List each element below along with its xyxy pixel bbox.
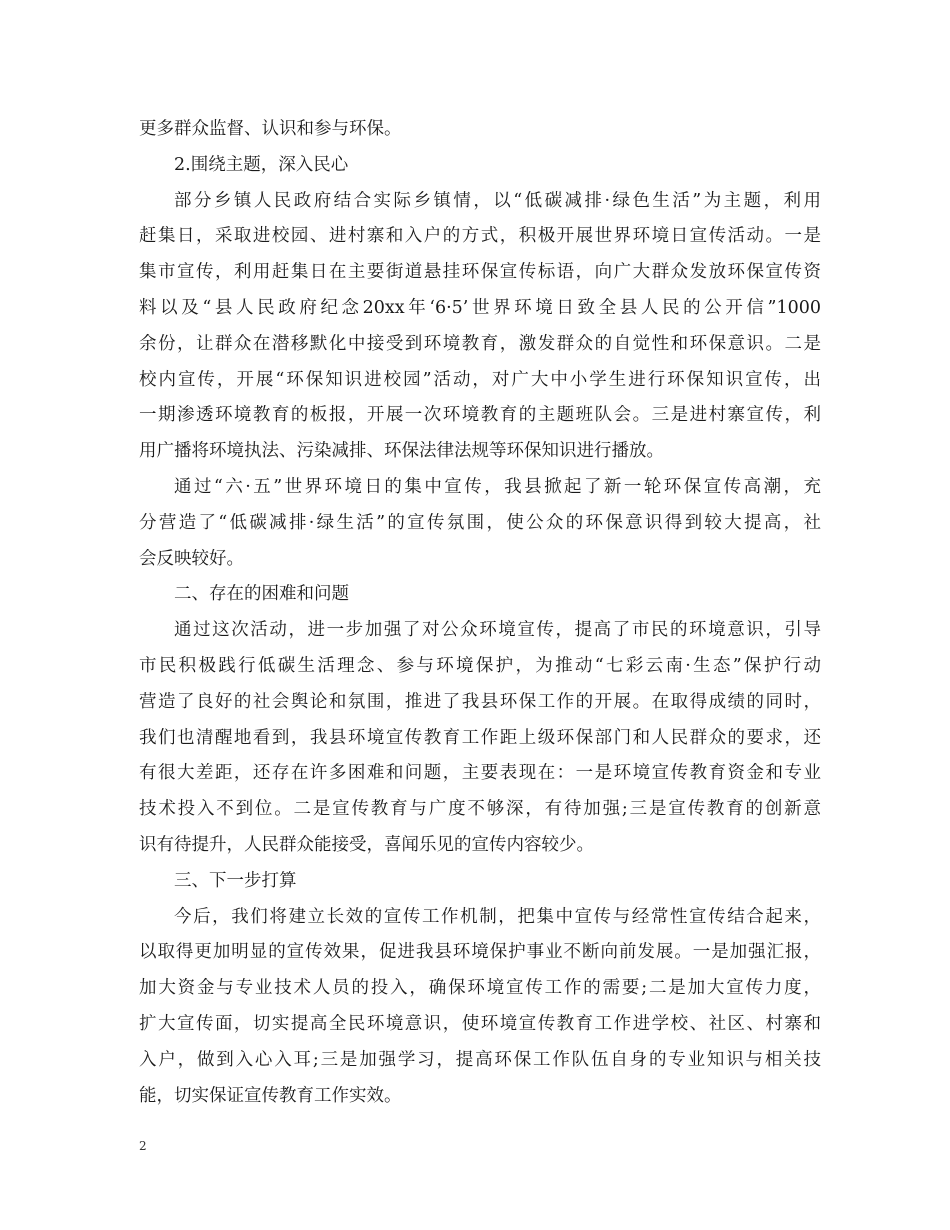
text-line: 营造了良好的社会舆论和氛围，推进了我县环保工作的开展。在取得成绩的同时，: [139, 691, 821, 712]
text-line: 市民积极践行低碳生活理念、参与环境保护，为推动“七彩云南·生态”保护行动: [139, 655, 821, 676]
text-line: 料以及“县人民政府纪念20xx年‘6·5’世界环境日致全县人民的公开信”1000: [139, 297, 821, 318]
text-line: 有很大差距，还存在许多困难和问题，主要表现在：一是环境宣传教育资金和专业: [139, 763, 821, 784]
text-line: 入户，做到入心入耳;三是加强学习，提高环保工作队伍自身的专业知识与相关技: [139, 1049, 821, 1070]
section-heading: 二、存在的困难和问题: [174, 584, 349, 605]
text-line: 用广播将环境执法、污染减排、环保法律法规等环保知识进行播放。: [139, 441, 664, 462]
text-line: 以取得更加明显的宣传效果，促进我县环境保护事业不断向前发展。一是加强汇报，: [139, 942, 821, 963]
text-line: 技术投入不到位。二是宣传教育与广度不够深，有待加强;三是宣传教育的创新意: [139, 799, 821, 820]
text-line: 我们也清醒地看到，我县环境宣传教育工作距上级环保部门和人民群众的要求，还: [139, 727, 821, 748]
text-line: 余份，让群众在潜移默化中接受到环境教育，激发群众的自觉性和环保意识。二是: [139, 333, 821, 354]
text-line: 部分乡镇人民政府结合实际乡镇情，以“低碳减排·绿色生活”为主题，利用: [174, 190, 821, 211]
text-line: 更多群众监督、认识和参与环保。: [139, 119, 402, 139]
text-line: 赶集日，采取进校园、进村寨和入户的方式，积极开展世界环境日宣传活动。一是: [139, 226, 821, 247]
document-body: [139, 112, 821, 1114]
text-line: 今后，我们将建立长效的宣传工作机制，把集中宣传与经常性宣传结合起来，: [174, 906, 821, 927]
text-line: 扩大宣传面，切实提高全民环境意识，使环境宣传教育工作进学校、社区、村寨和: [139, 1013, 821, 1034]
text-line: 通过“六·五”世界环境日的集中宣传，我县掀起了新一轮环保宣传高潮，充: [174, 476, 821, 497]
text-line: 一期渗透环境教育的板报，开展一次环境教育的主题班队会。三是进村寨宣传，利: [139, 405, 821, 426]
section-heading: 2.围绕主题，深入民心: [174, 154, 349, 175]
text-line: 集市宣传，利用赶集日在主要街道悬挂环保宣传标语，向广大群众发放环保宣传资: [139, 262, 821, 283]
section-heading: 三、下一步打算: [174, 870, 297, 891]
text-line: 校内宣传，开展“环保知识进校园”活动，对广大中小学生进行环保知识宣传，出: [139, 369, 821, 390]
text-line: 分营造了“低碳减排·绿生活”的宣传氛围，使公众的环保意识得到较大提高，社: [139, 512, 821, 533]
text-line: 通过这次活动，进一步加强了对公众环境宣传，提高了市民的环境意识，引导: [174, 620, 821, 641]
text-line: 能，切实保证宣传教育工作实效。: [139, 1085, 402, 1106]
page-number: 2: [139, 1139, 147, 1153]
text-line: 识有待提升，人民群众能接受，喜闻乐见的宣传内容较少。: [139, 834, 594, 855]
text-line: 加大资金与专业技术人员的投入，确保环境宣传工作的需要;二是加大宣传力度，: [139, 978, 821, 999]
text-line: 会反映较好。: [139, 548, 244, 569]
